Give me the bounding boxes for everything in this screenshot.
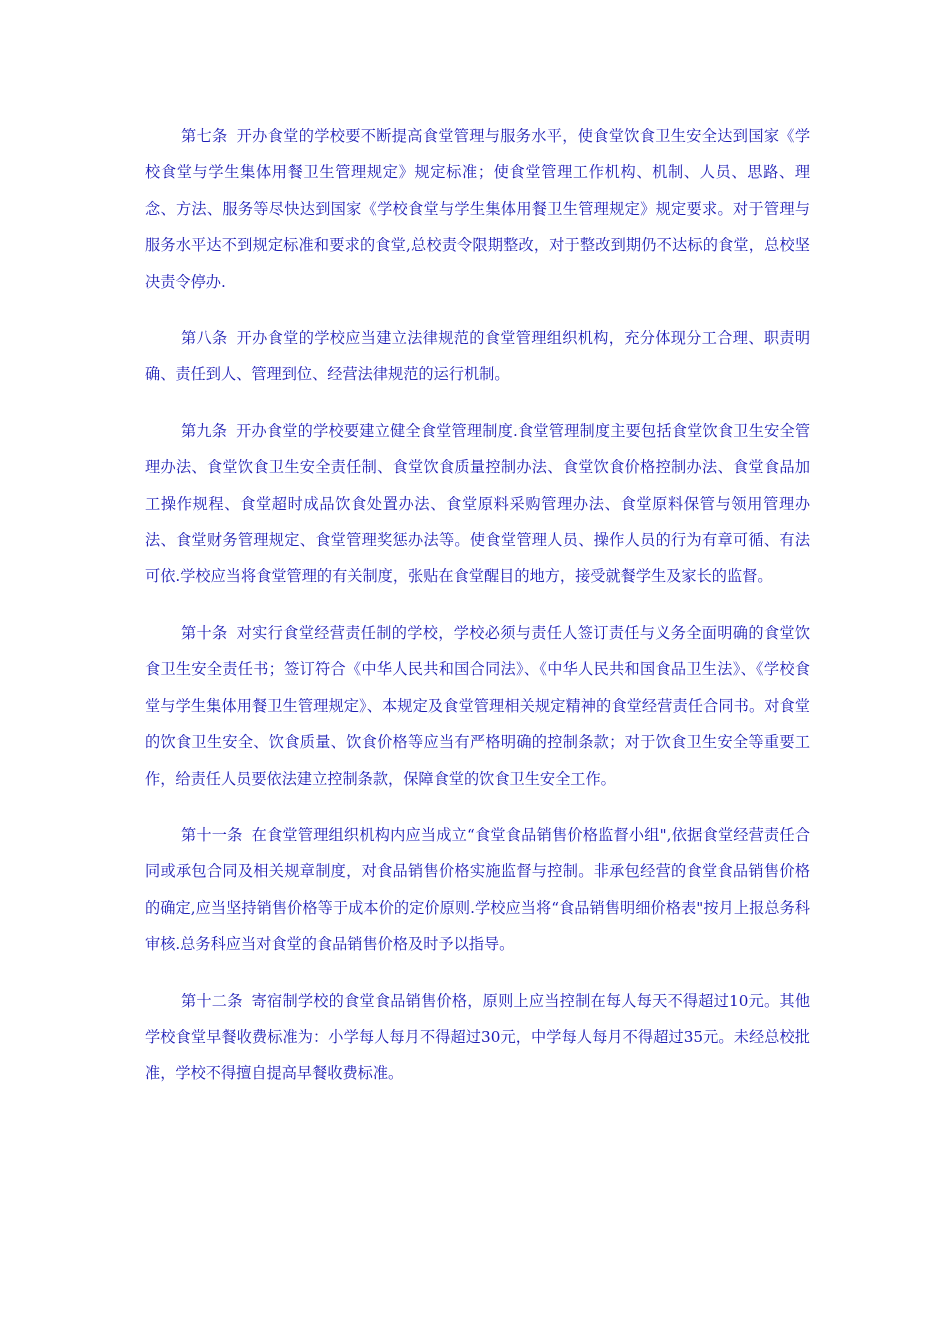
article-10-heading: 第十条 (181, 623, 228, 642)
article-10-text: 对实行食堂经营责任制的学校，学校必须与责任人签订责任与义务全面明确的食堂饮食卫生安全责任书；签订符合《中华人民共和国合同法》、《中华人民共和国食品卫生法》、《学校食堂与学生集体用餐卫生管理规定》、本规定及食堂管理相关规定精神的食堂经营责任合同书。对食堂的饮食卫生安全、饮食质量、饮食价格等应当有严格明确的控制条款；对于饮食卫生安全等重要工作，给责任人员要依法建立控制条款，保障食堂的饮食卫生安全工作。 (145, 623, 811, 788)
article-8-text: 开办食堂的学校应当建立法律规范的食堂管理组织机构，充分体现分工合理、职责明确、责任到人、管理到位、经营法律规范的运行机制。 (145, 329, 811, 384)
article-9-heading: 第九条 (181, 421, 228, 440)
article-9-text: 开办食堂的学校要建立健全食堂管理制度.食堂管理制度主要包括食堂饮食卫生安全管理办法、食堂饮食卫生安全责任制、食堂饮食质量控制办法、食堂饮食价格控制办法、食堂食品加工操作规程、食堂超时成品饮食处置办法、食堂原料采购管理办法、食堂原料保管与领用管理办法、食堂财务管理规定、食堂管理奖惩办法等。使食堂管理人员、操作人员的行为有章可循、有法可依.学校应当将食堂管理的有关制度，张贴在食堂醒目的地方，接受就餐学生及家长的监督。 (145, 421, 811, 586)
article-7-heading: 第七条 (181, 127, 228, 145)
article-12-text: 寄宿制学校的食堂食品销售价格，原则上应当控制在每人每天不得超过10元。其他学校食堂早餐收费标准为：小学每人每月不得超过30元，中学每人每月不得超过35元。未经总校批准，学校不得擅自提高早餐收费标准。 (145, 991, 811, 1083)
article-8-heading: 第八条 (181, 329, 228, 348)
article-10 (145, 615, 810, 797)
article-7-text: 开办食堂的学校要不断提高食堂管理与服务水平，使食堂饮食卫生安全达到国家《学校食堂与学生集体用餐卫生管理规定》规定标准；使食堂管理工作机构、机制、人员、思路、理念、方法、服务等尽快达到国家《学校食堂与学生集体用餐卫生管理规定》规定要求。对于管理与服务水平达不到规定标准和要求的食堂,总校责令限期整改，对于整改到期仍不达标的食堂，总校坚决责令停办. (145, 127, 811, 291)
article-12 (145, 983, 810, 1092)
article-7 (145, 118, 810, 300)
article-8 (145, 320, 810, 393)
document-body (145, 118, 810, 1112)
article-12-heading: 第十二条 (181, 991, 243, 1010)
article-11 (145, 817, 810, 963)
article-11-heading: 第十一条 (181, 825, 243, 844)
article-9 (145, 413, 810, 595)
article-11-text: 在食堂管理组织机构内应当成立“食堂食品销售价格监督小组",依据食堂经营责任合同或承包合同及相关规章制度，对食品销售价格实施监督与控制。非承包经营的食堂食品销售价格的确定,应当坚持销售价格等于成本价的定价原则.学校应当将“食品销售明细价格表"按月上报总务科审核.总务科应当对食堂的食品销售价格及时予以指导。 (145, 825, 811, 954)
